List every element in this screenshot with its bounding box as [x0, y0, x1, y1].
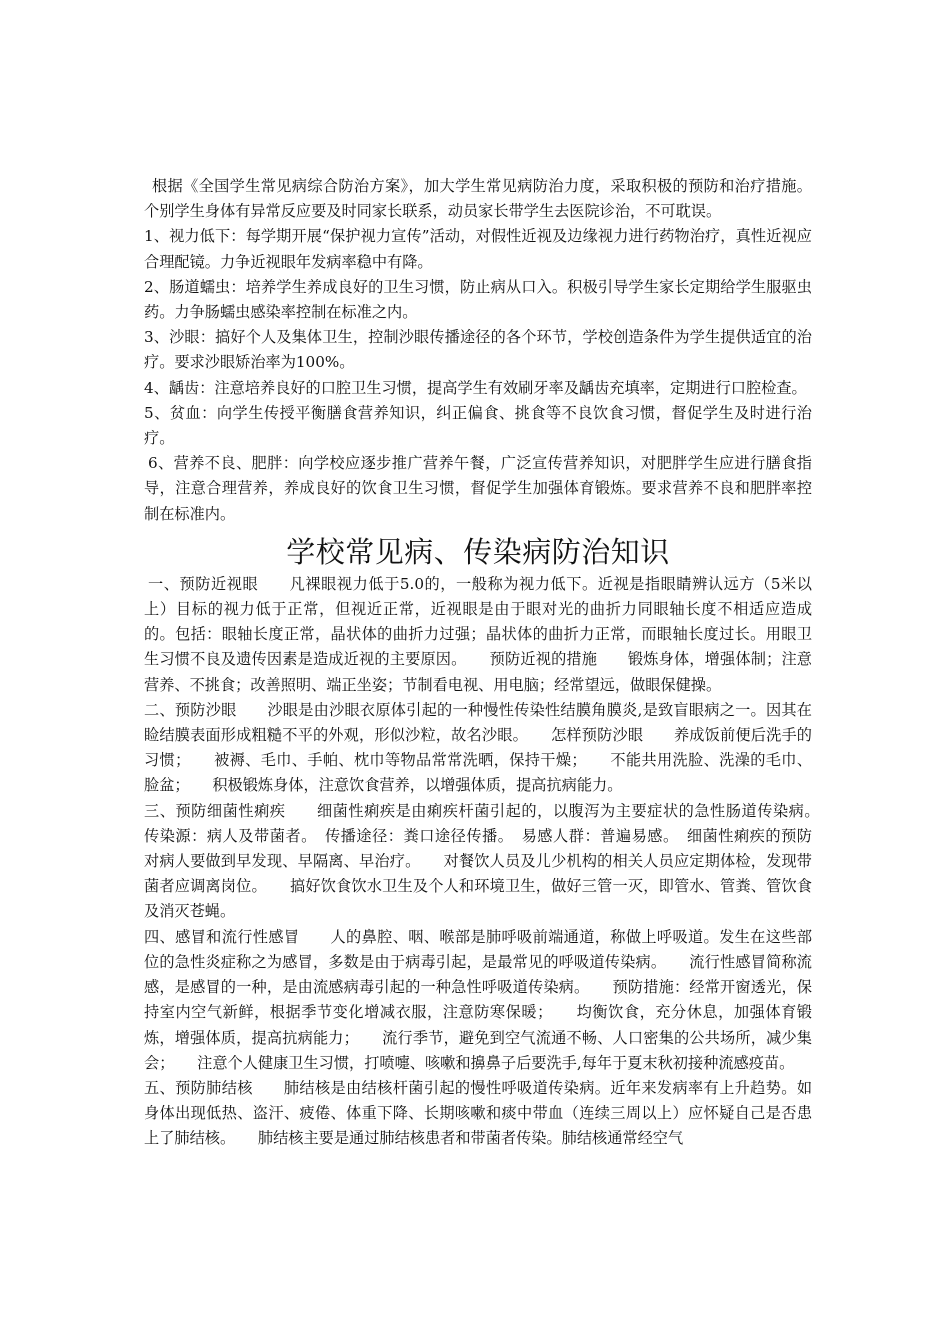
section-dysentery: 三、预防细菌性痢疾 细菌性痢疾是由痢疾杆菌引起的，以腹泻为主要症状的急性肠道传染病。 传染源：病人及带菌者。 传播途径：粪口途径传播。 易感人群：普遍易感。 细菌性痢疾的预防 对病人要做到早发现、早隔离、早治疗。 对餐饮人员及儿少机构的相关人员应定期体检，发现带菌者应调离岗位。 搞好饮食饮水卫生及个人和环境卫生，做好三管一灭，即管水、管粪、管饮食及消灭苍蝇。 — [144, 801, 843, 921]
list-item-trachoma: 3、沙眼：搞好个人及集体卫生，控制沙眼传播途径的各个环节，学校创造条件为学生提供适宜的治疗。要求沙眼矫治率为100%。 — [144, 328, 812, 372]
list-item-worms: 2、肠道蠕虫：培养学生养成良好的卫生习惯，防止病从口入。积极引导学生家长定期给学生服驱虫药。力争肠蠕虫感染率控制在标准之内。 — [144, 277, 812, 322]
list-item-vision: 1、视力低下：每学期开展“保护视力宣传”活动，对假性近视及边缘视力进行药物治疗，真性近视应合理配镜。力争近视眼年发病率稳中有降。 — [144, 227, 812, 271]
section-myopia: 一、预防近视眼 凡裸眼视力低于5.0的，一般称为视力低下。近视是指眼睛辨认远方（5米以上）目标的视力低于正常，但视近正常，近视眼是由于眼对光的曲折力同眼轴长度不相适应造成的。包括：眼轴长度正常，晶状体的曲折力过强；晶状体的曲折力正常，而眼轴长度过长。用眼卫生习惯不良及遗传因素是造成近视的主要原因。 预防近视的措施 锻炼身体，增强体制；注意营养、不挑食；改善照明、端正坐姿；节制看电视、用电脑；经常望远，做眼保健操。 — [144, 574, 812, 694]
list-item-nutrition: 6、营养不良、肥胖：向学校应逐步推广营养午餐，广泛宣传营养知识，对肥胖学生应进行膳食指导，注意合理营养，养成良好的饮食卫生习惯，督促学生加强体育锻炼。要求营养不良和肥胖率控制在标准内。 — [144, 454, 812, 523]
intro-paragraph: 根据《全国学生常见病综合防治方案》，加大学生常见病防治力度，采取积极的预防和治疗措施。个别学生身体有异常反应要及时同家长联系，动员家长带学生去医院诊治，不可耽误。 — [144, 177, 812, 221]
section-tuberculosis: 五、预防肺结核 肺结核是由结核杆菌引起的慢性呼吸道传染病。近年来发病率有上升趋势。如身体出现低热、盗汗、疲倦、体重下降、长期咳嗽和痰中带血（连续三周以上）应怀疑自己是否患上了肺结核。 肺结核主要是通过肺结核患者和带菌者传染。肺结核通常经空气 — [144, 1078, 812, 1148]
document-page — [144, 174, 843, 1152]
document-title: 学校常见病、传染病防治知识 — [286, 534, 670, 569]
section-influenza: 四、感冒和流行性感冒 人的鼻腔、咽、喉部是肺呼吸前端通道，称做上呼吸道。发生在这些部位的急性炎症称之为感冒，多数是由于病毒引起，是最常见的呼吸道传染病。 流行性感冒简称流感，是感冒的一种，是由流感病毒引起的一种急性呼吸道传染病。 预防措施：经常开窗透光，保持室内空气新鲜，根据季节变化增减衣服，注意防寒保暖； 均衡饮食，充分休息，加强体育锻炼，增强体质，提高抗病能力； 流行季节，避免到空气流通不畅、人口密集的公共场所，减少集会； 注意个人健康卫生习惯，打喷嚏、咳嗽和擤鼻子后要洗手,每年于夏末秋初接种流感疫苗。 — [144, 927, 812, 1072]
list-item-anemia: 5、贫血：向学生传授平衡膳食营养知识，纠正偏食、挑食等不良饮食习惯，督促学生及时进行治疗。 — [144, 403, 812, 448]
section-trachoma: 二、预防沙眼 沙眼是由沙眼衣原体引起的一种慢性传染性结膜角膜炎,是致盲眼病之一。因其在睑结膜表面形成粗糙不平的外观，形似沙粒，故名沙眼。 怎样预防沙眼 养成饭前便后洗手的习惯； 被褥、毛巾、手帕、枕巾等物品常常洗晒，保持干燥； 不能共用洗脸、洗澡的毛巾、脸盆； 积极锻炼身体，注意饮食营养，以增强体质，提高抗病能力。 — [144, 700, 812, 795]
list-item-caries: 4、龋齿：注意培养良好的口腔卫生习惯，提高学生有效刷牙率及龋齿充填率，定期进行口腔检查。 — [144, 378, 807, 397]
